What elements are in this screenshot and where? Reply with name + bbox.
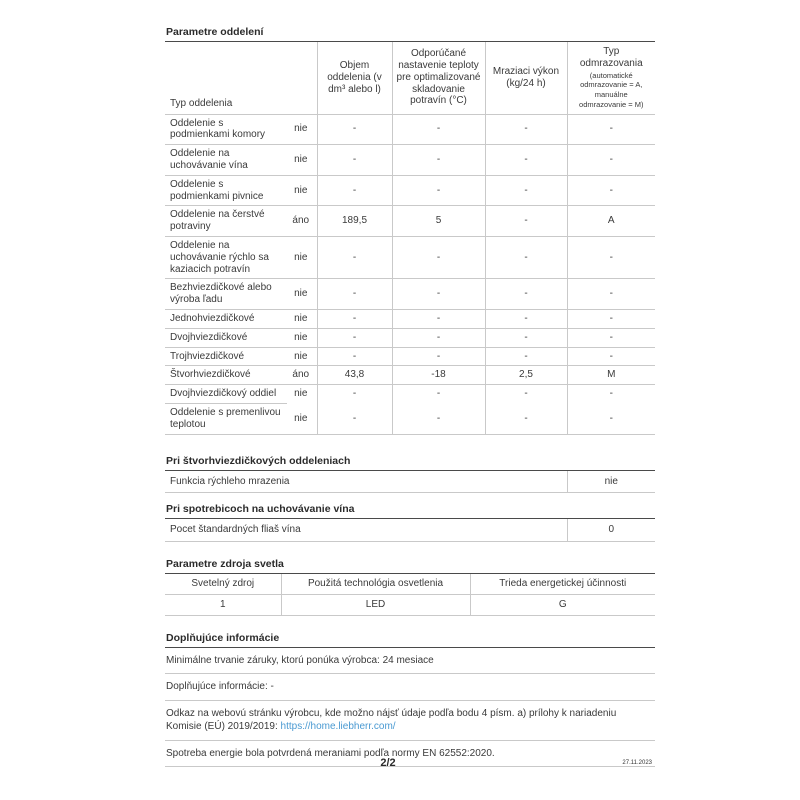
row-label: Funkcia rýchleho mrazenia	[165, 471, 567, 493]
cell-temperature: -	[392, 403, 485, 434]
table-row	[165, 236, 655, 278]
additional-info-section-title: Doplňujúce informácie	[165, 632, 655, 648]
cell-label: Oddelenie s podmienkami komory	[165, 114, 287, 145]
cell-temperature: -	[392, 114, 485, 145]
cell-defrost: -	[567, 347, 655, 366]
cell-defrost: -	[567, 145, 655, 176]
cell-volume: -	[317, 236, 392, 278]
cell-present: nie	[287, 145, 317, 176]
cell-present: nie	[287, 175, 317, 206]
cell-freezing: -	[485, 328, 567, 347]
table-row	[165, 279, 655, 310]
cell-defrost: A	[567, 206, 655, 237]
cell-label: Dvojhviezdičkové	[165, 328, 287, 347]
cell-label: Bezhviezdičkové alebo výroba ľadu	[165, 279, 287, 310]
compartments-table	[165, 42, 655, 435]
cell-label: Jednohviezdičkové	[165, 309, 287, 328]
column-header-temperature: Odporúčané nastavenie teploty pre optimalizované skladovanie potravín (°C)	[392, 42, 485, 114]
cell-freezing: 2,5	[485, 366, 567, 385]
cell-defrost: -	[567, 175, 655, 206]
four-star-table	[165, 471, 655, 494]
table-row	[165, 403, 655, 434]
cell-defrost: -	[567, 328, 655, 347]
cell-temperature: -	[392, 347, 485, 366]
cell-temperature: -	[392, 236, 485, 278]
footer-date: 27.11.2023	[622, 760, 652, 766]
table-row	[165, 328, 655, 347]
four-star-section-title: Pri štvorhviezdičkových oddeleniach	[165, 455, 655, 471]
cell-volume: 189,5	[317, 206, 392, 237]
info-row-energy-norm: Spotreba energie bola potvrdená meraniami podľa normy EN 62552:2020.	[165, 741, 655, 768]
cell-freezing: -	[485, 403, 567, 434]
cell-volume: -	[317, 385, 392, 404]
column-header-volume: Objem oddelenia (v dm³ alebo l)	[317, 42, 392, 114]
light-source-table	[165, 574, 655, 616]
info-row-additional: Doplňujúce informácie: -	[165, 674, 655, 701]
cell-temperature: -	[392, 385, 485, 404]
cell-volume: -	[317, 328, 392, 347]
cell-present: nie	[294, 388, 308, 400]
website-row-text: Odkaz na webovú stránku výrobcu, kde možno nájsť údaje podľa bodu 4 písm. a) prílohy k nariadeniu Komisie (EÚ) 2019/2019:	[166, 707, 617, 733]
cell-label: Oddelenie na uchovávanie rýchlo sa kaziacich potravín	[165, 236, 287, 278]
cell-energy-class: G	[470, 594, 655, 615]
cell-volume: -	[317, 114, 392, 145]
cell-freezing: -	[485, 175, 567, 206]
table-header-row	[165, 42, 655, 114]
cell-temperature: 5	[392, 206, 485, 237]
defrost-header-main: Typ odmrazovania	[579, 46, 643, 69]
table-row	[165, 206, 655, 237]
table-row	[165, 519, 655, 541]
cell-defrost: -	[567, 236, 655, 278]
page-number: 2/2	[380, 757, 396, 769]
cell-defrost: -	[567, 385, 655, 404]
table-row	[165, 471, 655, 493]
cell-present: nie	[287, 114, 317, 145]
cell-defrost: -	[567, 114, 655, 145]
row-value: nie	[567, 471, 655, 493]
cell-label: Trojhviezdičkové	[165, 347, 287, 366]
cell-temperature: -	[392, 328, 485, 347]
table-row	[165, 347, 655, 366]
cell-temperature: -	[392, 175, 485, 206]
table-row	[165, 385, 655, 404]
cell-volume: 43,8	[317, 366, 392, 385]
column-header-defrost-type	[567, 42, 655, 114]
column-header-light-technology: Použitá technológia osvetlenia	[281, 574, 470, 594]
row-value: 0	[567, 519, 655, 541]
cell-volume: -	[317, 145, 392, 176]
wine-table	[165, 519, 655, 542]
table-row	[165, 175, 655, 206]
cell-light-technology: LED	[281, 594, 470, 615]
cell-temperature: -	[392, 309, 485, 328]
cell-defrost: -	[567, 309, 655, 328]
cell-volume: -	[317, 175, 392, 206]
table-row	[165, 145, 655, 176]
defrost-header-sub: (automatické odmrazovanie = A, manuálne odmrazovanie = M)	[579, 70, 644, 109]
cell-present: áno	[287, 206, 317, 237]
cell-freezing: -	[485, 347, 567, 366]
cell-volume: -	[317, 403, 392, 434]
wine-section-title: Pri spotrebicoch na uchovávanie vína	[165, 503, 655, 519]
document-content	[165, 26, 655, 767]
info-row-website	[165, 701, 655, 741]
cell-present: áno	[287, 366, 317, 385]
row-label: Pocet štandardných fliaš vína	[165, 519, 567, 541]
cell-label: Oddelenie na uchovávanie vína	[165, 145, 287, 176]
cell-freezing: -	[485, 309, 567, 328]
cell-present: nie	[287, 328, 317, 347]
cell-defrost: -	[567, 279, 655, 310]
table-row	[165, 366, 655, 385]
table-row	[165, 114, 655, 145]
cell-temperature: -18	[392, 366, 485, 385]
cell-present: nie	[287, 236, 317, 278]
table-row	[165, 309, 655, 328]
cell-present: nie	[287, 279, 317, 310]
cell-label: Oddelenie s podmienkami pivnice	[165, 175, 287, 206]
cell-label: Oddelenie na čerstvé potraviny	[165, 206, 287, 237]
cell-freezing: -	[485, 385, 567, 404]
column-header-freezing-capacity: Mraziaci výkon (kg/24 h)	[485, 42, 567, 114]
cell-present: nie	[287, 309, 317, 328]
cell-present: nie	[287, 403, 317, 434]
table-header-row	[165, 574, 655, 594]
compartments-section-title: Parametre oddelení	[165, 26, 655, 42]
cell-defrost: -	[567, 403, 655, 434]
cell-label: Oddelenie s premenlivou teplotou	[165, 403, 287, 434]
cell-volume: -	[317, 347, 392, 366]
cell-freezing: -	[485, 145, 567, 176]
table-row	[165, 594, 655, 615]
cell-label: Dvojhviezdičkový oddiel	[165, 385, 287, 404]
cell-light-source-count: 1	[165, 594, 281, 615]
cell-label: Štvorhviezdičkové	[165, 366, 287, 385]
cell-present: nie	[287, 347, 317, 366]
cell-freezing: -	[485, 279, 567, 310]
column-header-light-source: Svetelný zdroj	[165, 574, 281, 594]
cell-freezing: -	[485, 114, 567, 145]
column-header-energy-class: Trieda energetickej účinnosti	[470, 574, 655, 594]
cell-temperature: -	[392, 145, 485, 176]
cell-volume: -	[317, 279, 392, 310]
info-row-warranty: Minimálne trvanie záruky, ktorú ponúka výrobca: 24 mesiace	[165, 648, 655, 675]
column-header-type: Typ oddelenia	[165, 42, 317, 114]
cell-freezing: -	[485, 206, 567, 237]
manufacturer-website-link[interactable]: https://home.liebherr.com/	[280, 721, 396, 733]
cell-freezing: -	[485, 236, 567, 278]
cell-defrost: M	[567, 366, 655, 385]
light-section-title: Parametre zdroja svetla	[165, 558, 655, 574]
cell-temperature: -	[392, 279, 485, 310]
cell-volume: -	[317, 309, 392, 328]
